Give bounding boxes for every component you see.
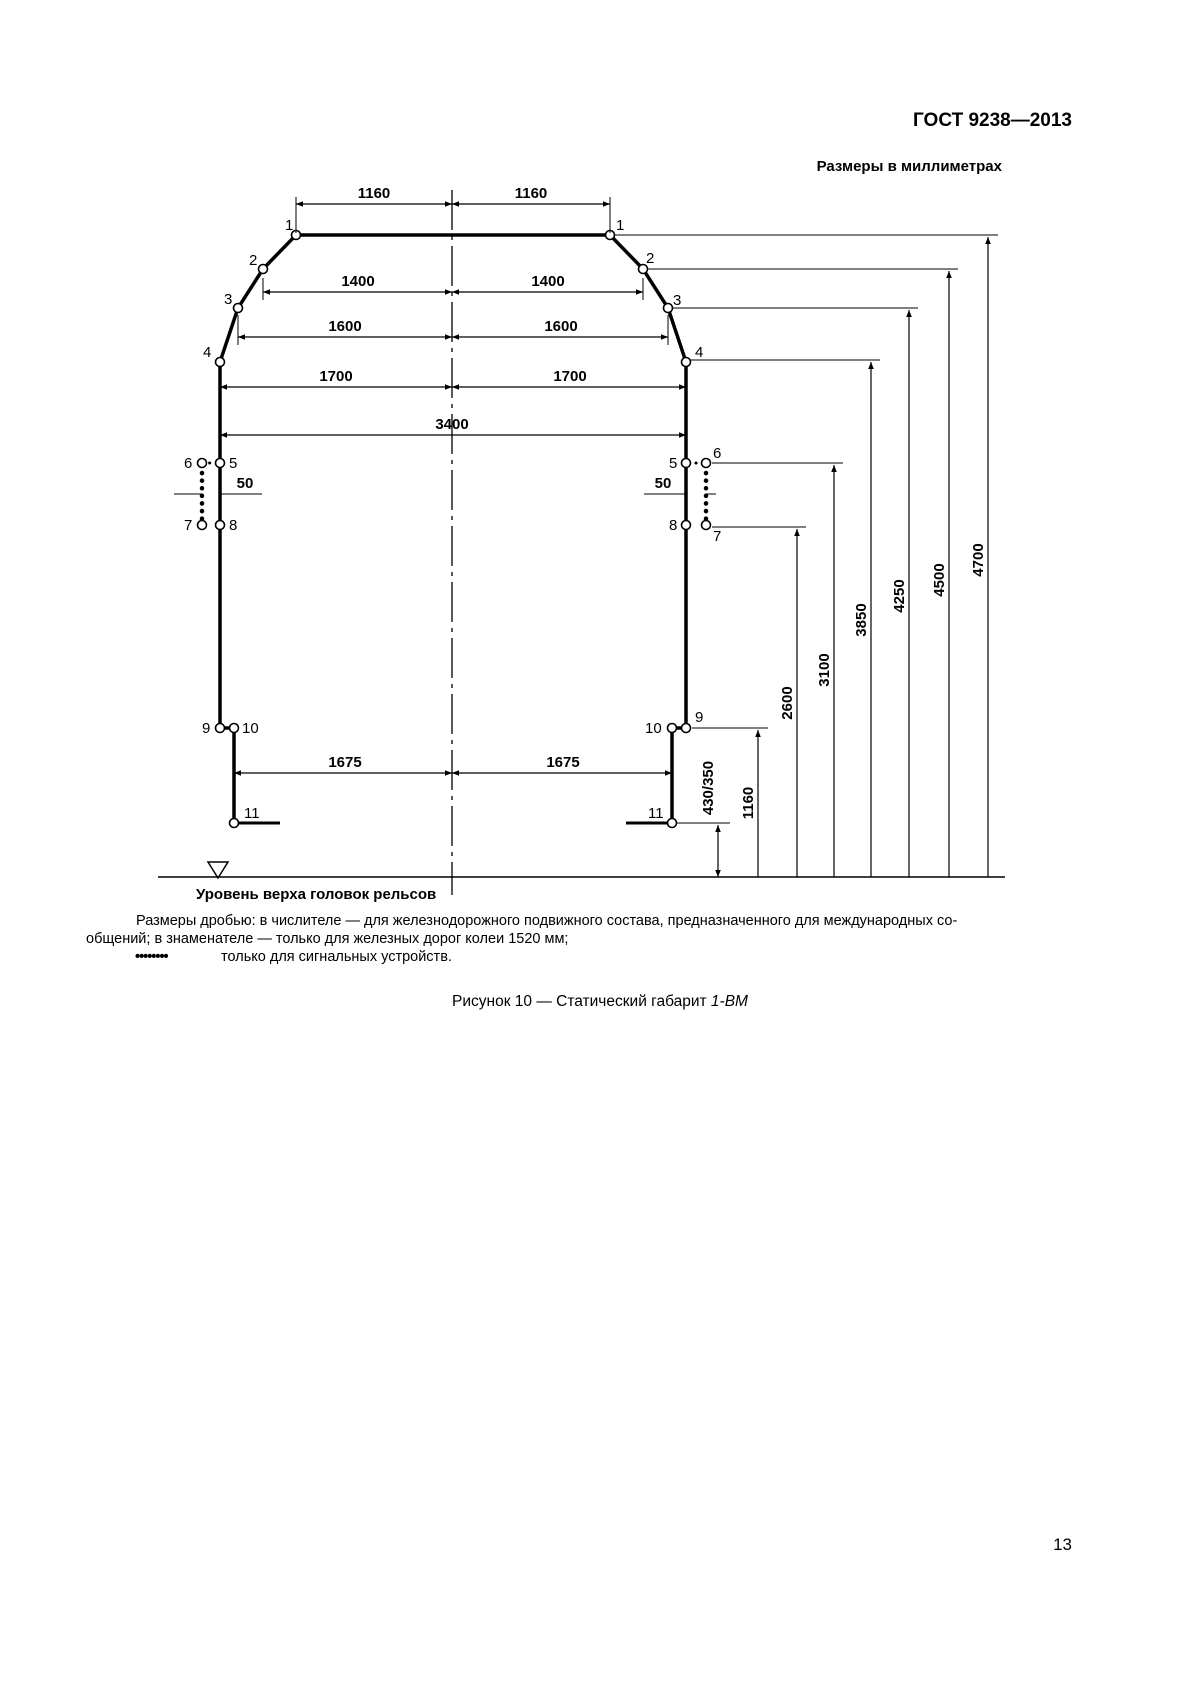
point-5-left	[216, 459, 225, 468]
point-3-right	[664, 304, 673, 313]
note-fraction-line1: Размеры дробью: в числителе — для железнодорожного подвижного состава, предназначенного для международных со-	[136, 913, 958, 929]
point-10-left	[230, 724, 239, 733]
point-8-right	[682, 521, 691, 530]
dim-50-right: 50	[654, 475, 672, 492]
note-fraction-line2: общений; в знаменателе — только для железных дорог колеи 1520 мм;	[86, 931, 569, 947]
dimension-notes	[86, 912, 1061, 966]
label-point-4-left: 4	[203, 344, 212, 361]
units-note: Размеры в миллиметрах	[816, 158, 1002, 175]
label-point-5-left: 5	[229, 455, 238, 472]
point-4-left	[216, 358, 225, 367]
point-10-right	[668, 724, 677, 733]
figure-caption	[0, 993, 1200, 1011]
label-point-1-left: 1	[285, 217, 294, 234]
label-point-6-right: 6	[713, 445, 722, 462]
dim-4250: 4250	[891, 579, 908, 613]
point-8-left	[216, 521, 225, 530]
dim-1600-right: 1600	[544, 318, 578, 335]
label-point-11-left: 11	[244, 805, 260, 822]
label-point-1-right: 1	[616, 217, 625, 234]
dim-3850: 3850	[853, 603, 870, 637]
label-point-8-left: 8	[229, 517, 238, 534]
point-6-right	[702, 459, 711, 468]
dim-1600-left: 1600	[328, 318, 362, 335]
label-point-10-left: 10	[242, 720, 259, 737]
gauge-points	[198, 231, 711, 828]
dim-1700-left: 1700	[319, 368, 353, 385]
dim-1675-right: 1675	[546, 754, 580, 771]
label-point-2-left: 2	[249, 252, 258, 269]
dim-4700: 4700	[970, 543, 987, 577]
gauge-outline	[220, 235, 686, 823]
point-3-left	[234, 304, 243, 313]
label-point-7-left: 7	[184, 517, 193, 534]
dim-2600: 2600	[779, 686, 796, 720]
dotted-line-legend-icon: ••••••••	[135, 949, 168, 965]
point-7-right	[702, 521, 711, 530]
label-point-6-left: 6	[184, 455, 193, 472]
point-11-left	[230, 819, 239, 828]
label-point-10-right: 10	[645, 720, 662, 737]
label-point-9-right: 9	[695, 709, 704, 726]
label-point-9-left: 9	[202, 720, 211, 737]
point-5-right	[682, 459, 691, 468]
dim-1160-right: 1160	[514, 185, 548, 202]
dim-430-350: 430/350	[700, 760, 717, 816]
dim-1675-left: 1675	[328, 754, 362, 771]
rail-level-label: Уровень верха головок рельсов	[196, 886, 437, 903]
point-11-right	[668, 819, 677, 828]
caption-prefix: Рисунок 10 — Статический габарит	[452, 993, 711, 1010]
level-triangle-icon	[208, 862, 228, 878]
dim-4500: 4500	[931, 563, 948, 597]
point-9-left	[216, 724, 225, 733]
dim-1160-vertical: 1160	[740, 786, 757, 820]
dim-3400: 3400	[435, 416, 469, 433]
dim-50-left: 50	[236, 475, 254, 492]
caption-gauge-name: 1-ВМ	[710, 993, 748, 1010]
page-number: 13	[1053, 1535, 1072, 1554]
dim-1400-right: 1400	[531, 273, 565, 290]
label-point-2-right: 2	[646, 250, 655, 267]
label-point-5-right: 5	[669, 455, 678, 472]
dim-3100: 3100	[816, 653, 833, 687]
point-6-left	[198, 459, 207, 468]
label-point-7-right: 7	[713, 528, 722, 545]
dim-1160-left: 1160	[357, 185, 391, 202]
point-7-left	[198, 521, 207, 530]
label-point-4-right: 4	[695, 344, 704, 361]
label-point-8-right: 8	[669, 517, 678, 534]
dim-1700-right: 1700	[553, 368, 587, 385]
label-point-11-right: 11	[648, 805, 664, 822]
label-point-3-left: 3	[224, 291, 233, 308]
dim-1400-left: 1400	[341, 273, 375, 290]
label-point-3-right: 3	[673, 292, 682, 309]
note-signal-devices: только для сигнальных устройств.	[221, 949, 452, 965]
point-4-right	[682, 358, 691, 367]
standard-header: ГОСТ 9238—2013	[913, 110, 1072, 131]
point-9-right	[682, 724, 691, 733]
point-2-left	[259, 265, 268, 274]
